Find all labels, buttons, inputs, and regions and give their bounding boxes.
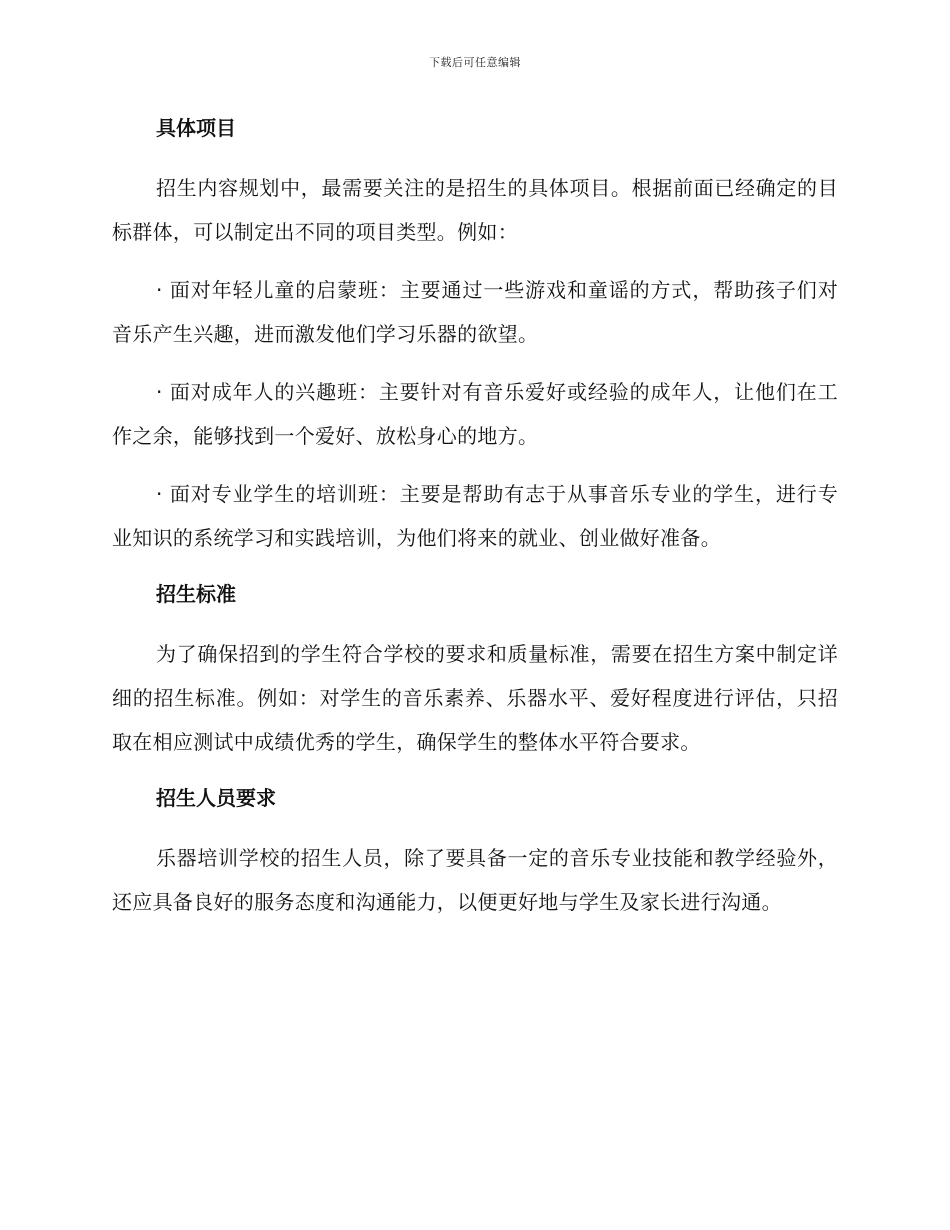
document-body (112, 112, 838, 924)
paragraph: 乐器培训学校的招生人员，除了要具备一定的音乐专业技能和教学经验外，还应具备良好的服务态度和沟通能力，以便更好地与学生及家长进行沟通。 (112, 846, 838, 914)
section-heading: 招生人员要求 (156, 786, 276, 810)
paragraph: 招生内容规划中，最需要关注的是招生的具体项目。根据前面已经确定的目标群体，可以制定出不同的项目类型。例如： (112, 176, 838, 244)
bullet-paragraph: · 面对年轻儿童的启蒙班：主要通过一些游戏和童谣的方式，帮助孩子们对音乐产生兴趣，进而激发他们学习乐器的欲望。 (112, 278, 838, 346)
page-header: 下载后可任意编辑 (429, 56, 521, 69)
section-heading: 招生标准 (156, 582, 236, 606)
bullet-paragraph: · 面对专业学生的培训班：主要是帮助有志于从事音乐专业的学生，进行专业知识的系统学习和实践培训，为他们将来的就业、创业做好准备。 (112, 482, 838, 550)
paragraph: 为了确保招到的学生符合学校的要求和质量标准，需要在招生方案中制定详细的招生标准。例如：对学生的音乐素养、乐器水平、爱好程度进行评估，只招取在相应测试中成绩优秀的学生，确保学生的整体水平符合要求。 (112, 642, 838, 754)
bullet-paragraph: · 面对成年人的兴趣班：主要针对有音乐爱好或经验的成年人，让他们在工作之余，能够找到一个爱好、放松身心的地方。 (112, 380, 838, 448)
section-heading: 具体项目 (156, 116, 236, 140)
